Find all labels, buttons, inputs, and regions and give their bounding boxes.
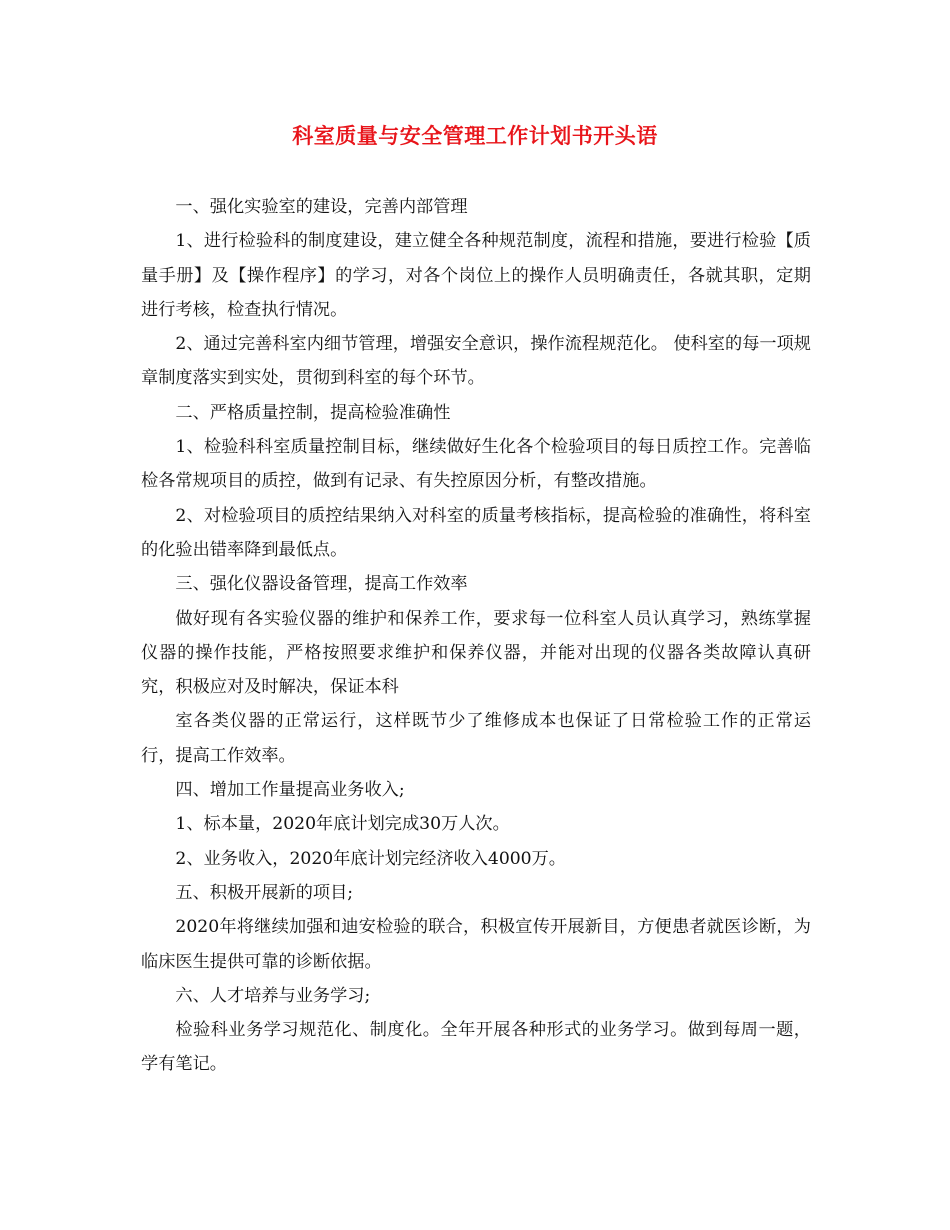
paragraph-2-2: 2、对检验项目的质控结果纳入对科室的质量考核指标，提高检验的准确性，将科室的化验出错率降到最低点。 (141, 505, 811, 560)
section-heading-6: 六、人才培养与业务学习; (175, 985, 371, 1006)
section-heading-3: 三、强化仪器设备管理，提高工作效率 (175, 574, 468, 595)
section-heading-4: 四、增加工作量提高业务收入; (175, 780, 405, 801)
paragraph-5-1: 2020年将继续加强和迪安检验的联合，积极宣传开展新目，方便患者就医诊断，为临床医生提供可靠的诊断依据。 (141, 917, 811, 972)
paragraph-3-2: 室各类仪器的正常运行，这样既节少了维修成本也保证了日常检验工作的正常运行，提高工作效率。 (141, 711, 811, 766)
paragraph-2-1: 1、检验科科室质量控制目标，继续做好生化各个检验项目的每日质控工作。完善临检各常规项目的质控，做到有记录、有失控原因分析，有整改措施。 (141, 437, 811, 492)
document-title: 科室质量与安全管理工作计划书开头语 (292, 123, 658, 148)
paragraph-6-1: 检验科业务学习规范化、制度化。全年开展各种形式的业务学习。做到每周一题，学有笔记。 (141, 1020, 811, 1075)
paragraph-1-1: 1、进行检验科的制度建设，建立健全各种规范制度，流程和措施，要进行检验【质量手册】及【操作程序】的学习，对各个岗位上的操作人员明确责任，各就其职，定期进行考核，检查执行情况。 (141, 231, 811, 320)
document-body (141, 190, 811, 1082)
section-heading-2: 二、严格质量控制，提高检验准确性 (175, 402, 451, 423)
section-heading-5: 五、积极开展新的项目; (175, 882, 354, 903)
section-heading-1: 一、强化实验室的建设，完善内部管理 (175, 197, 468, 217)
paragraph-1-2: 2、通过完善科室内细节管理，增强安全意识，操作流程规范化。 使科室的每一项规章制度落实到实处，贯彻到科室的每个环节。 (141, 334, 811, 389)
paragraph-4-1: 1、标本量，2020年底计划完成30万人次。 (175, 814, 510, 835)
paragraph-3-1: 做好现有各实验仪器的维护和保养工作，要求每一位科室人员认真学习，熟练掌握仪器的操作技能，严格按照要求维护和保养仪器，并能对出现的仪器各类故障认真研究，积极应对及时解决，保证本科 (141, 608, 811, 698)
paragraph-4-2: 2、业务收入，2020年底计划完经济收入4000万。 (175, 848, 566, 869)
